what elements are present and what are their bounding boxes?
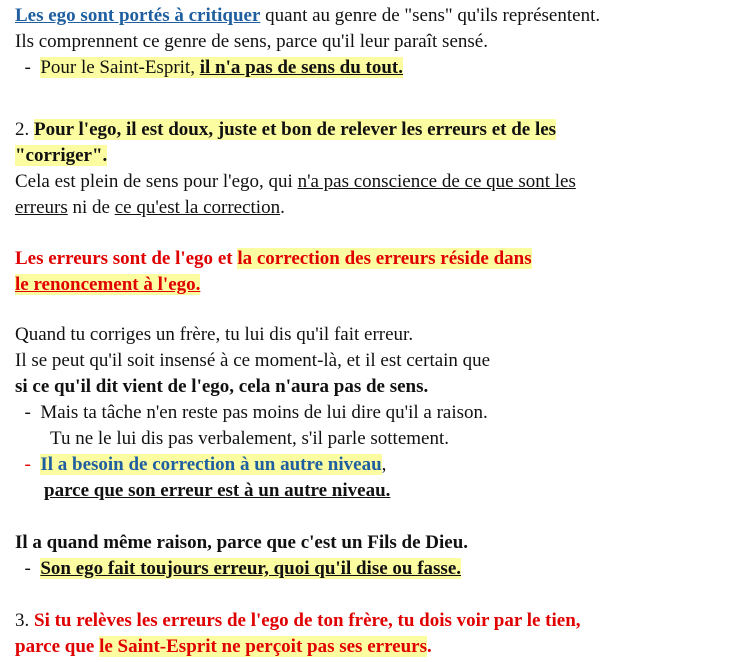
p2-line-3-a: Cela est plein de sens pour l'ego, qui [15, 171, 298, 192]
p1-line-2: Ils comprennent ce genre de sens, parce qu'il leur paraît sensé. [15, 31, 488, 52]
p2-line-3-b: n'a pas conscience de ce que sont les [297, 171, 576, 192]
p5-line-2-text: Son ego fait toujours erreur, quoi qu'il dise ou fasse. [40, 558, 462, 579]
p6-line-2-a: parce que [15, 636, 100, 657]
dash: - [15, 454, 41, 475]
p4-line-4 [15, 400, 488, 425]
p2-heading-cont: "corriger". [15, 145, 108, 166]
p6-line-1-text: Si tu relèves les erreurs de l'ego de ton frère, tu dois voir par le tien, [34, 610, 581, 631]
p6-number: 3. [15, 610, 34, 631]
p3-line-2-text: le renoncement à l'ego. [15, 274, 201, 295]
p6-line-2-b: le Saint-Esprit ne perçoit pas ses erreurs [99, 636, 427, 657]
p2-line-4-a: erreurs [15, 197, 68, 218]
p4-line-6-b: , [381, 454, 387, 475]
p4-line-3: si ce qu'il dit vient de l'ego, cela n'aura pas de sens. [15, 376, 429, 397]
p6-line-2-c: . [426, 636, 432, 657]
p4-line-6 [15, 452, 386, 477]
dash: - [15, 57, 41, 78]
p4-line-6-a: Il a besoin de correction à un autre niveau [40, 454, 382, 475]
p2-line-4-c: ce qu'est la correction [114, 197, 281, 218]
p6-line-2 [15, 634, 432, 659]
p1-line-1 [15, 3, 600, 28]
p3-line-1 [15, 246, 532, 271]
p6-line-1 [15, 608, 581, 633]
p1-line-3-b: il n'a pas de sens du tout. [199, 57, 403, 78]
p3-line-1-b: et [213, 248, 238, 269]
p1-heading-link: Les ego sont portés à critiquer [15, 5, 261, 26]
p3-line-1-c: la correction des erreurs réside dans [237, 248, 532, 269]
p4-line-1: Quand tu corriges un frère, tu lui dis qu'il fait erreur. [15, 324, 414, 345]
p5-line-2 [15, 556, 461, 581]
dash: - [15, 402, 41, 423]
p4-line-4-text: Mais ta tâche n'en reste pas moins de lui dire qu'il a raison. [40, 402, 488, 423]
p2-line-1 [15, 117, 556, 142]
p2-line-2 [15, 143, 107, 168]
p2-line-4-b: ni de [67, 197, 115, 218]
p4-line-7-text: parce que son erreur est à un autre niveau. [44, 480, 391, 501]
p4-line-2: Il se peut qu'il soit insensé à ce moment-là, et il est certain que [15, 350, 491, 371]
p1-highlight [40, 57, 403, 78]
p2-line-4-d: . [280, 197, 285, 218]
p1-line-3-a: Pour le Saint-Esprit, [40, 57, 200, 78]
dash: - [15, 558, 41, 579]
p4-line-7 [44, 478, 390, 503]
p1-line-1-text: quant au genre de "sens" qu'ils représentent. [260, 5, 601, 26]
p2-line-4 [15, 195, 285, 220]
p5-line-1: Il a quand même raison, parce que c'est un Fils de Dieu. [15, 532, 469, 553]
p1-line-3 [15, 55, 403, 80]
p2-heading: Pour l'ego, il est doux, juste et bon de relever les erreurs et de les [34, 119, 557, 140]
p2-number: 2. [15, 119, 34, 140]
p3-line-2 [15, 272, 200, 297]
p2-line-3 [15, 169, 576, 194]
p3-line-1-a: Les erreurs sont de l'ego [15, 248, 214, 269]
p4-line-5: Tu ne le lui dis pas verbalement, s'il parle sottement. [50, 428, 450, 449]
